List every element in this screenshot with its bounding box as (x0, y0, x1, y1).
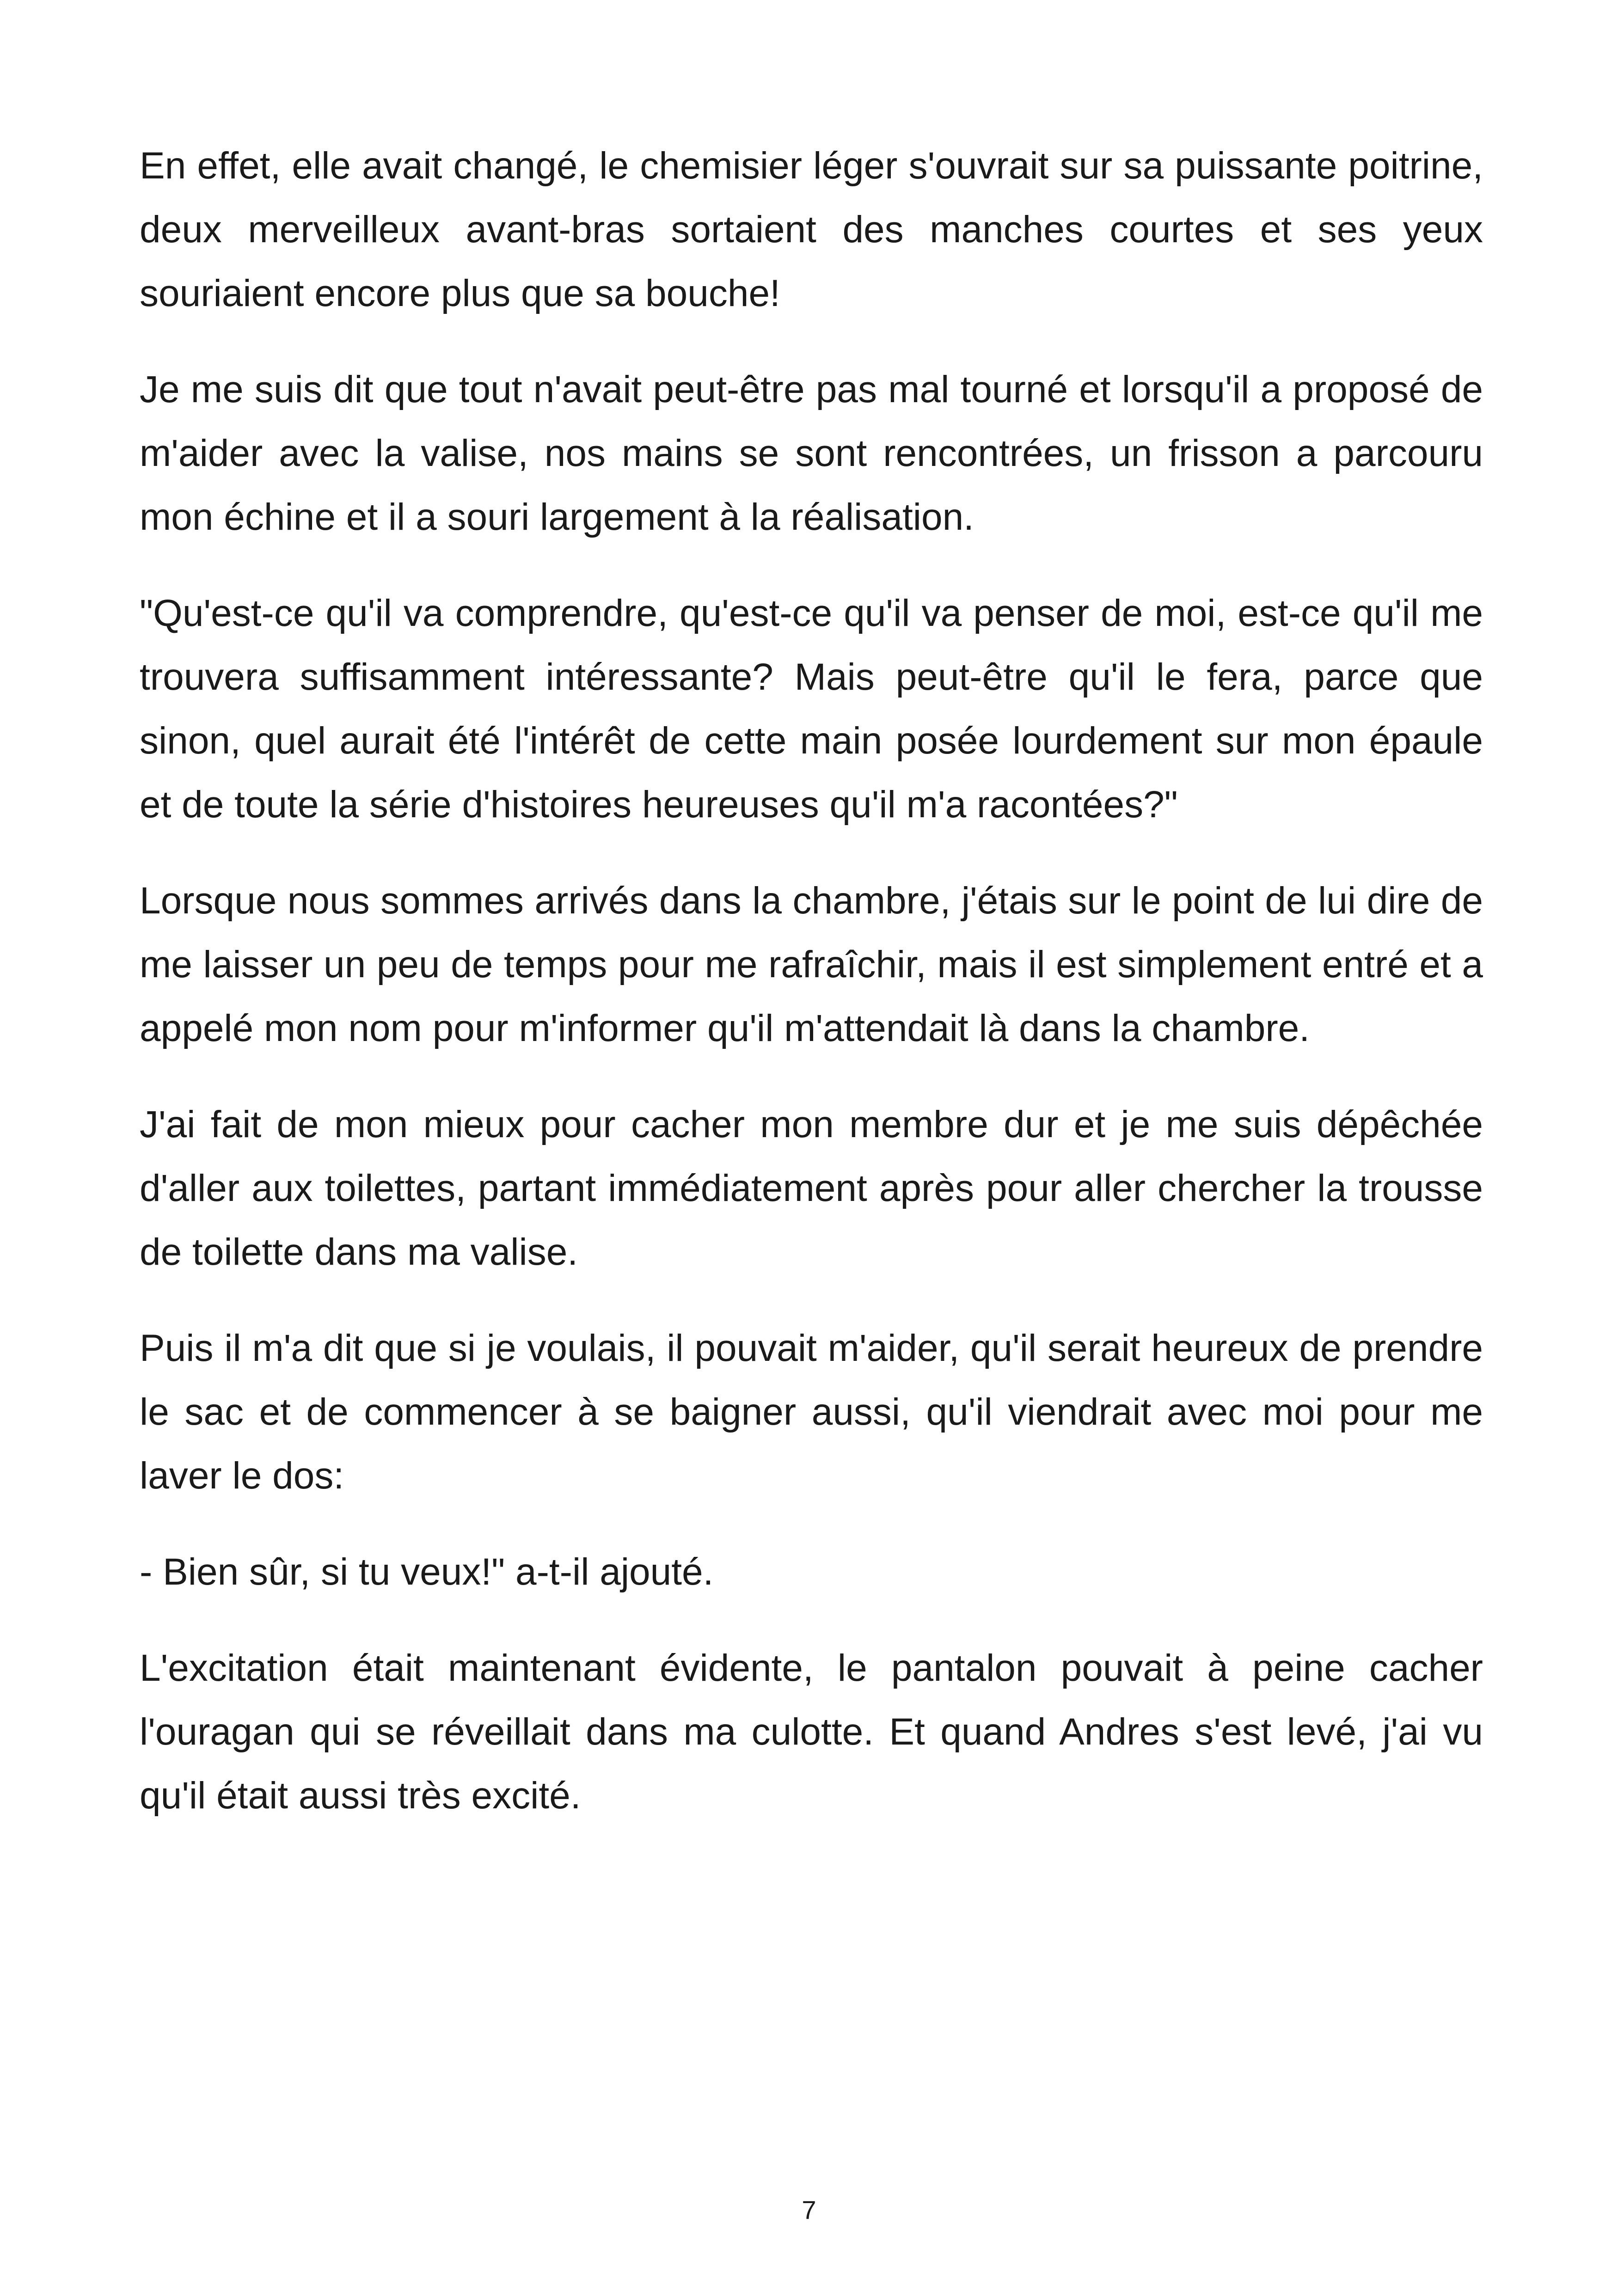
page-number: 7 (802, 2195, 816, 2224)
paragraph-7: - Bien sûr, si tu veux!" a-t-il ajouté. (140, 1551, 714, 1593)
paragraph-4: Lorsque nous sommes arrivés dans la chambre, j'étais sur le point de lui dire de me laisser un peu de temps pour me rafraîchir, mais il est simplement entré et a appelé mon nom pour m'informer qu'il m'attendait là dans la chambre. (140, 880, 1483, 1049)
paragraph-2: Je me suis dit que tout n'avait peut-être pas mal tourné et lorsqu'il a proposé de m'aider avec la valise, nos mains se sont rencontrées, un frisson a parcouru mon échine et il a souri largement à la réalisation. (140, 368, 1483, 538)
paragraph-3: "Qu'est-ce qu'il va comprendre, qu'est-ce qu'il va penser de moi, est-ce qu'il me trouvera suffisamment intéressante? Mais peut-être qu'il le fera, parce que sinon, quel aurait été l'intérêt de cette main posée lourdement sur mon épaule et de toute la série d'histoires heureuses qu'il m'a racontées?" (140, 592, 1483, 826)
body-text (140, 134, 1483, 1860)
paragraph-1: En effet, elle avait changé, le chemisier léger s'ouvrait sur sa puissante poitrine, deux merveilleux avant-bras sortaient des manches courtes et ses yeux souriaient encore plus que sa bouche! (140, 145, 1483, 314)
paragraph-6: Puis il m'a dit que si je voulais, il pouvait m'aider, qu'il serait heureux de prendre le sac et de commencer à se baigner aussi, qu'il viendrait avec moi pour me laver le dos: (140, 1327, 1483, 1497)
paragraph-8: L'excitation était maintenant évidente, le pantalon pouvait à peine cacher l'ouragan qui se réveillait dans ma culotte. Et quand Andres s'est levé, j'ai vu qu'il était aussi très excité. (140, 1647, 1483, 1817)
paragraph-5: J'ai fait de mon mieux pour cacher mon membre dur et je me suis dépêchée d'aller aux toilettes, partant immédiatement après pour aller chercher la trousse de toilette dans ma valise. (140, 1103, 1483, 1273)
